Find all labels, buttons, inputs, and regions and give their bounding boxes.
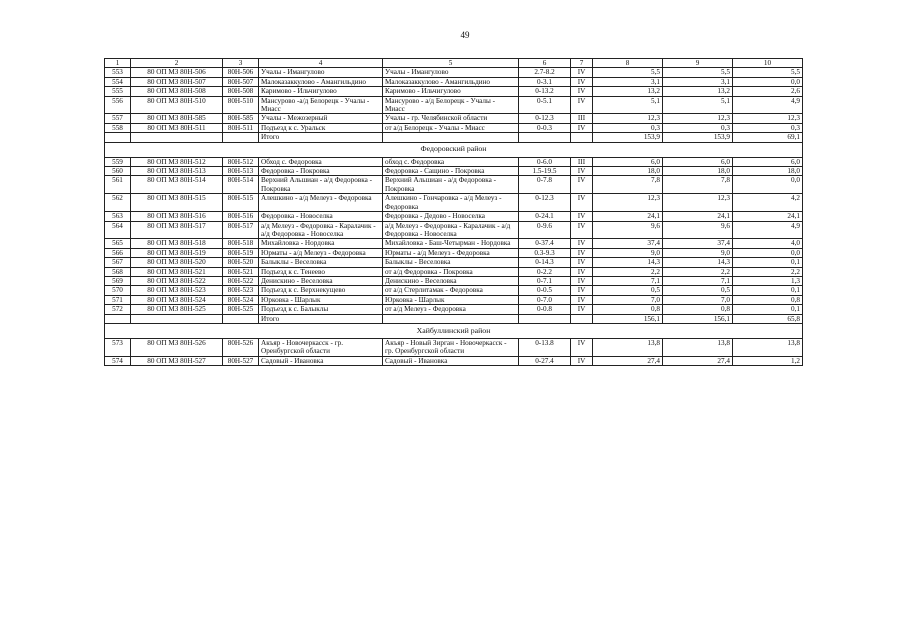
cell-no: 557 — [105, 114, 131, 123]
cell-v9: 7,8 — [663, 176, 733, 194]
cell-no: 562 — [105, 194, 131, 212]
cell-v9: 5,1 — [663, 96, 733, 114]
empty-cell — [571, 314, 593, 323]
cell-v9: 37,4 — [663, 239, 733, 248]
cell-no: 560 — [105, 167, 131, 176]
empty-cell — [131, 133, 223, 142]
cell-name: Федоровка - Покровка — [259, 167, 383, 176]
cell-no: 571 — [105, 295, 131, 304]
table-row — [105, 96, 803, 114]
cell-cat: IV — [571, 305, 593, 314]
cell-name: Подъезд к с. Тенеево — [259, 267, 383, 276]
cell-id: 80 ОП МЗ 80Н-512 — [131, 157, 223, 166]
cell-route: Садовый - Ивановка — [383, 356, 519, 365]
column-number: 5 — [383, 59, 519, 68]
total-v10: 65,8 — [733, 314, 803, 323]
cell-id: 80 ОП МЗ 80Н-527 — [131, 356, 223, 365]
cell-v8: 12,3 — [593, 194, 663, 212]
cell-route: Учалы - гр. Челябинской области — [383, 114, 519, 123]
column-number-row — [105, 59, 803, 68]
cell-id: 80 ОП МЗ 80Н-513 — [131, 167, 223, 176]
cell-km: 0-13.8 — [519, 338, 571, 356]
cell-no: 569 — [105, 276, 131, 285]
cell-code: 80Н-510 — [223, 96, 259, 114]
table-row — [105, 239, 803, 248]
cell-route: Акъяр - Новый Зирган - Новочеркасск - гр. Оренбургской области — [383, 338, 519, 356]
cell-cat: IV — [571, 212, 593, 221]
cell-km: 0-12.3 — [519, 114, 571, 123]
cell-name: Мансурово -а/д Белорецк - Учалы - Миасс — [259, 96, 383, 114]
cell-code: 80Н-512 — [223, 157, 259, 166]
cell-code: 80Н-585 — [223, 114, 259, 123]
cell-id: 80 ОП МЗ 80Н-524 — [131, 295, 223, 304]
column-number: 2 — [131, 59, 223, 68]
cell-v8: 9,6 — [593, 221, 663, 239]
cell-name: Акъяр - Новочеркасск - гр. Оренбургской области — [259, 338, 383, 356]
table-row — [105, 286, 803, 295]
cell-km: 0-7.0 — [519, 295, 571, 304]
cell-route: Учалы - Имангулово — [383, 68, 519, 77]
cell-v8: 0,8 — [593, 305, 663, 314]
cell-id: 80 ОП МЗ 80Н-507 — [131, 77, 223, 86]
cell-v10: 0,1 — [733, 258, 803, 267]
cell-v9: 0,5 — [663, 286, 733, 295]
cell-code: 80Н-526 — [223, 338, 259, 356]
cell-v8: 7,0 — [593, 295, 663, 304]
cell-no: 570 — [105, 286, 131, 295]
cell-name: Подъезд к с. Уральск — [259, 123, 383, 132]
cell-v8: 6,0 — [593, 157, 663, 166]
cell-route: от а/д Мелеуз - Федоровка — [383, 305, 519, 314]
cell-code: 80Н-521 — [223, 267, 259, 276]
cell-name: Юрматы - а/д Мелеуз - Федоровка — [259, 248, 383, 257]
cell-route: Михайловка - Баш-Четырман - Нордовка — [383, 239, 519, 248]
cell-no: 572 — [105, 305, 131, 314]
cell-v8: 13,2 — [593, 87, 663, 96]
cell-name: Подъезд к с. Балыклы — [259, 305, 383, 314]
cell-v9: 14,3 — [663, 258, 733, 267]
cell-km: 0-0.8 — [519, 305, 571, 314]
cell-route: от а/д Федоровка - Покровка — [383, 267, 519, 276]
table-row — [105, 276, 803, 285]
table-row — [105, 77, 803, 86]
cell-id: 80 ОП МЗ 80Н-521 — [131, 267, 223, 276]
cell-code: 80Н-508 — [223, 87, 259, 96]
cell-v10: 13,8 — [733, 338, 803, 356]
cell-no: 565 — [105, 239, 131, 248]
cell-id: 80 ОП МЗ 80Н-517 — [131, 221, 223, 239]
page-number: 49 — [460, 30, 470, 40]
cell-id: 80 ОП МЗ 80Н-511 — [131, 123, 223, 132]
empty-cell — [105, 314, 131, 323]
cell-v10: 4,2 — [733, 194, 803, 212]
cell-v9: 7,1 — [663, 276, 733, 285]
cell-code: 80Н-520 — [223, 258, 259, 267]
cell-v10: 18,0 — [733, 167, 803, 176]
column-number: 9 — [663, 59, 733, 68]
cell-id: 80 ОП МЗ 80Н-518 — [131, 239, 223, 248]
cell-id: 80 ОП МЗ 80Н-510 — [131, 96, 223, 114]
table-row — [105, 114, 803, 123]
cell-v8: 37,4 — [593, 239, 663, 248]
cell-v8: 2,2 — [593, 267, 663, 276]
cell-no: 556 — [105, 96, 131, 114]
cell-code: 80Н-523 — [223, 286, 259, 295]
cell-v9: 9,6 — [663, 221, 733, 239]
cell-code: 80Н-507 — [223, 77, 259, 86]
district-title: Хайбуллинский район — [105, 323, 803, 338]
cell-no: 558 — [105, 123, 131, 132]
cell-id: 80 ОП МЗ 80Н-515 — [131, 194, 223, 212]
cell-v10: 6,0 — [733, 157, 803, 166]
table-row — [105, 194, 803, 212]
cell-cat: IV — [571, 87, 593, 96]
cell-id: 80 ОП МЗ 80Н-525 — [131, 305, 223, 314]
cell-no: 559 — [105, 157, 131, 166]
cell-route: Денискино - Веселовка — [383, 276, 519, 285]
cell-cat: IV — [571, 267, 593, 276]
total-row — [105, 133, 803, 142]
cell-v8: 12,3 — [593, 114, 663, 123]
cell-cat: IV — [571, 123, 593, 132]
cell-v9: 2,2 — [663, 267, 733, 276]
table-row — [105, 258, 803, 267]
cell-v9: 0,3 — [663, 123, 733, 132]
cell-route: Мансурово - а/д Белорецк - Учалы - Миасс — [383, 96, 519, 114]
total-v8: 156,1 — [593, 314, 663, 323]
cell-code: 80Н-522 — [223, 276, 259, 285]
cell-route: от а/д Стерлитамак - Федоровка — [383, 286, 519, 295]
cell-km: 0.3-9.3 — [519, 248, 571, 257]
cell-id: 80 ОП МЗ 80Н-514 — [131, 176, 223, 194]
cell-v8: 0,5 — [593, 286, 663, 295]
column-number: 6 — [519, 59, 571, 68]
table-row — [105, 87, 803, 96]
empty-cell — [383, 133, 519, 142]
column-number: 3 — [223, 59, 259, 68]
cell-cat: IV — [571, 356, 593, 365]
cell-v9: 0,8 — [663, 305, 733, 314]
cell-cat: IV — [571, 96, 593, 114]
total-label: Итого — [259, 133, 383, 142]
cell-name: Михайловка - Нордовка — [259, 239, 383, 248]
cell-name: Федоровка - Новоселка — [259, 212, 383, 221]
cell-name: Подъезд к с. Верхнекущево — [259, 286, 383, 295]
cell-no: 563 — [105, 212, 131, 221]
roads-table-body — [105, 59, 803, 366]
empty-cell — [519, 133, 571, 142]
cell-v9: 7,0 — [663, 295, 733, 304]
total-label: Итого — [259, 314, 383, 323]
cell-route: Юрматы - а/д Мелеуз - Федоровка — [383, 248, 519, 257]
table-row — [105, 157, 803, 166]
district-title: Федоровский район — [105, 142, 803, 157]
table-row — [105, 338, 803, 356]
cell-name: Юрковка - Шарлык — [259, 295, 383, 304]
cell-route: а/д Мелеуз - Федоровка - Каралачик - а/д Федоровка - Новоселка — [383, 221, 519, 239]
cell-code: 80Н-514 — [223, 176, 259, 194]
column-number: 8 — [593, 59, 663, 68]
table-row — [105, 356, 803, 365]
cell-code: 80Н-519 — [223, 248, 259, 257]
cell-km: 0-7.1 — [519, 276, 571, 285]
cell-route: от а/д Белорецк - Учалы - Миасс — [383, 123, 519, 132]
cell-name: Балыклы - Веселовка — [259, 258, 383, 267]
cell-id: 80 ОП МЗ 80Н-585 — [131, 114, 223, 123]
cell-v8: 5,1 — [593, 96, 663, 114]
table-row — [105, 305, 803, 314]
column-number: 10 — [733, 59, 803, 68]
cell-km: 2.7-8.2 — [519, 68, 571, 77]
empty-cell — [519, 314, 571, 323]
cell-cat: IV — [571, 276, 593, 285]
cell-v9: 12,3 — [663, 194, 733, 212]
cell-km: 0-27.4 — [519, 356, 571, 365]
table-row — [105, 248, 803, 257]
cell-v10: 0,1 — [733, 305, 803, 314]
cell-id: 80 ОП МЗ 80Н-522 — [131, 276, 223, 285]
table-row — [105, 176, 803, 194]
cell-no: 567 — [105, 258, 131, 267]
cell-v10: 0,1 — [733, 286, 803, 295]
cell-v8: 9,0 — [593, 248, 663, 257]
cell-id: 80 ОП МЗ 80Н-519 — [131, 248, 223, 257]
cell-cat: IV — [571, 258, 593, 267]
table-row — [105, 123, 803, 132]
cell-v8: 27,4 — [593, 356, 663, 365]
cell-code: 80Н-516 — [223, 212, 259, 221]
cell-v8: 18,0 — [593, 167, 663, 176]
cell-route: Малоказаккулово - Амангильдино — [383, 77, 519, 86]
cell-v10: 0,0 — [733, 77, 803, 86]
table-row — [105, 68, 803, 77]
table-row — [105, 212, 803, 221]
cell-name: Садовый - Ивановка — [259, 356, 383, 365]
cell-v9: 24,1 — [663, 212, 733, 221]
empty-cell — [223, 133, 259, 142]
cell-km: 0-5.1 — [519, 96, 571, 114]
cell-v10: 0,3 — [733, 123, 803, 132]
cell-v9: 27,4 — [663, 356, 733, 365]
cell-no: 566 — [105, 248, 131, 257]
total-row — [105, 314, 803, 323]
cell-id: 80 ОП МЗ 80Н-516 — [131, 212, 223, 221]
cell-v8: 14,3 — [593, 258, 663, 267]
cell-no: 574 — [105, 356, 131, 365]
table-row — [105, 221, 803, 239]
total-v8: 153,9 — [593, 133, 663, 142]
cell-code: 80Н-525 — [223, 305, 259, 314]
cell-v10: 5,5 — [733, 68, 803, 77]
total-v9: 153,9 — [663, 133, 733, 142]
cell-code: 80Н-524 — [223, 295, 259, 304]
cell-v9: 3,1 — [663, 77, 733, 86]
column-number: 1 — [105, 59, 131, 68]
cell-v9: 18,0 — [663, 167, 733, 176]
cell-code: 80Н-506 — [223, 68, 259, 77]
cell-v10: 24,1 — [733, 212, 803, 221]
cell-code: 80Н-517 — [223, 221, 259, 239]
empty-cell — [131, 314, 223, 323]
cell-km: 0-24.1 — [519, 212, 571, 221]
cell-v8: 7,1 — [593, 276, 663, 285]
cell-v9: 6,0 — [663, 157, 733, 166]
cell-cat: IV — [571, 176, 593, 194]
cell-route: Федоровка - Дедово - Новоселка — [383, 212, 519, 221]
cell-route: Федоровка - Сащино - Покровка — [383, 167, 519, 176]
cell-cat: IV — [571, 338, 593, 356]
cell-cat: IV — [571, 167, 593, 176]
cell-route: Верхний Альшиан - а/д Федоровка - Покровка — [383, 176, 519, 194]
cell-km: 0-9.6 — [519, 221, 571, 239]
empty-cell — [571, 133, 593, 142]
cell-route: Балыклы - Веселовка — [383, 258, 519, 267]
cell-v10: 0,8 — [733, 295, 803, 304]
district-section-row — [105, 323, 803, 338]
cell-cat: IV — [571, 286, 593, 295]
cell-km: 0-37.4 — [519, 239, 571, 248]
cell-id: 80 ОП МЗ 80Н-526 — [131, 338, 223, 356]
table-row — [105, 167, 803, 176]
cell-route: обход с. Федоровка — [383, 157, 519, 166]
district-section-row — [105, 142, 803, 157]
cell-v8: 0,3 — [593, 123, 663, 132]
cell-v10: 1,3 — [733, 276, 803, 285]
cell-name: Учалы - Межозерный — [259, 114, 383, 123]
cell-v10: 0,0 — [733, 248, 803, 257]
cell-v10: 12,3 — [733, 114, 803, 123]
cell-no: 561 — [105, 176, 131, 194]
cell-name: Обход с. Федоровка — [259, 157, 383, 166]
cell-km: 0-13.2 — [519, 87, 571, 96]
cell-v8: 13,8 — [593, 338, 663, 356]
column-number: 4 — [259, 59, 383, 68]
cell-cat: IV — [571, 194, 593, 212]
cell-v9: 13,8 — [663, 338, 733, 356]
cell-v8: 5,5 — [593, 68, 663, 77]
cell-cat: III — [571, 114, 593, 123]
cell-cat: IV — [571, 68, 593, 77]
cell-km: 0-2.2 — [519, 267, 571, 276]
cell-route: Каримово - Ильчигулово — [383, 87, 519, 96]
cell-v10: 1,2 — [733, 356, 803, 365]
empty-cell — [383, 314, 519, 323]
cell-km: 1.5-19.5 — [519, 167, 571, 176]
cell-route: Юрковка - Шарлык — [383, 295, 519, 304]
empty-cell — [105, 133, 131, 142]
cell-v9: 9,0 — [663, 248, 733, 257]
column-number: 7 — [571, 59, 593, 68]
cell-v10: 2,2 — [733, 267, 803, 276]
cell-name: а/д Мелеуз - Федоровка - Каралачик - а/д Федоровка - Новоселка — [259, 221, 383, 239]
cell-km: 0-14.3 — [519, 258, 571, 267]
table-row — [105, 295, 803, 304]
cell-km: 0-0.5 — [519, 286, 571, 295]
cell-km: 0-12.3 — [519, 194, 571, 212]
cell-name: Малоказаккулово - Амангильдино — [259, 77, 383, 86]
cell-code: 80Н-511 — [223, 123, 259, 132]
cell-km: 0-3.1 — [519, 77, 571, 86]
cell-cat: IV — [571, 77, 593, 86]
cell-code: 80Н-513 — [223, 167, 259, 176]
cell-id: 80 ОП МЗ 80Н-508 — [131, 87, 223, 96]
cell-name: Каримово - Ильчигулово — [259, 87, 383, 96]
cell-v8: 24,1 — [593, 212, 663, 221]
cell-cat: IV — [571, 248, 593, 257]
table-row — [105, 267, 803, 276]
cell-id: 80 ОП МЗ 80Н-506 — [131, 68, 223, 77]
cell-v10: 2,6 — [733, 87, 803, 96]
cell-km: 0-6.0 — [519, 157, 571, 166]
cell-no: 573 — [105, 338, 131, 356]
cell-code: 80Н-518 — [223, 239, 259, 248]
cell-code: 80Н-515 — [223, 194, 259, 212]
cell-no: 555 — [105, 87, 131, 96]
cell-id: 80 ОП МЗ 80Н-523 — [131, 286, 223, 295]
empty-cell — [223, 314, 259, 323]
cell-cat: III — [571, 157, 593, 166]
roads-table-container — [104, 58, 802, 366]
cell-no: 553 — [105, 68, 131, 77]
cell-cat: IV — [571, 295, 593, 304]
cell-id: 80 ОП МЗ 80Н-520 — [131, 258, 223, 267]
cell-cat: IV — [571, 221, 593, 239]
cell-v9: 12,3 — [663, 114, 733, 123]
cell-no: 554 — [105, 77, 131, 86]
cell-v10: 4,0 — [733, 239, 803, 248]
cell-name: Денискино - Веселовка — [259, 276, 383, 285]
cell-name: Алешкино - а/д Мелеуз - Федоровка — [259, 194, 383, 212]
cell-no: 564 — [105, 221, 131, 239]
cell-route: Алешкино - Гончаровка - а/д Мелеуз - Федоровка — [383, 194, 519, 212]
cell-v10: 4,9 — [733, 96, 803, 114]
cell-v10: 4,9 — [733, 221, 803, 239]
cell-name: Учалы - Имангулово — [259, 68, 383, 77]
cell-code: 80Н-527 — [223, 356, 259, 365]
total-v10: 69,1 — [733, 133, 803, 142]
cell-v8: 7,8 — [593, 176, 663, 194]
cell-km: 0-0.3 — [519, 123, 571, 132]
total-v9: 156,1 — [663, 314, 733, 323]
cell-name: Верхний Альшиан - а/д Федоровка - Покровка — [259, 176, 383, 194]
cell-v9: 13,2 — [663, 87, 733, 96]
cell-v10: 0,0 — [733, 176, 803, 194]
cell-cat: IV — [571, 239, 593, 248]
cell-v9: 5,5 — [663, 68, 733, 77]
cell-v8: 3,1 — [593, 77, 663, 86]
cell-no: 568 — [105, 267, 131, 276]
cell-km: 0-7.8 — [519, 176, 571, 194]
roads-table — [104, 58, 803, 366]
